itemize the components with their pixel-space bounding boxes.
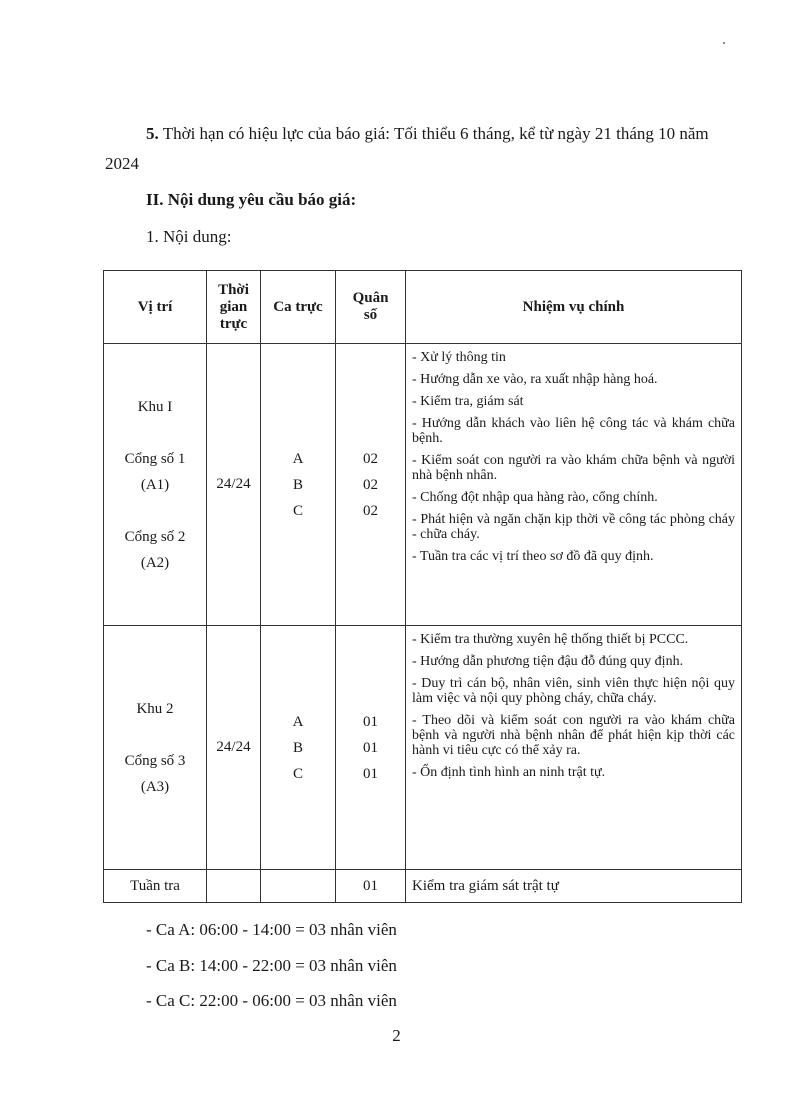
duties-cell [406, 344, 742, 626]
header-shift: Ca trực [261, 271, 336, 344]
duty-item: - Phát hiện và ngăn chặn kịp thời về công tác phòng cháy - chữa cháy. [412, 512, 735, 542]
position-spacer [104, 722, 206, 748]
validity-year: 2024 [105, 154, 139, 173]
header-time-line: gian [219, 298, 248, 315]
staff-cell: 01 [336, 870, 406, 903]
time-cell: 24/24 [207, 344, 261, 626]
duty-item: - Hướng dẫn xe vào, ra xuất nhập hàng hoá. [412, 372, 658, 387]
shift-cell [261, 626, 336, 870]
section-heading: II. Nội dung yêu cầu báo giá: [146, 190, 357, 209]
duty-item: - Kiểm soát con người ra vào khám chữa bệnh và người nhà bệnh nhân. [412, 453, 735, 483]
scan-speck [723, 42, 725, 44]
shift-note: - Ca C: 22:00 - 06:00 = 03 nhân viên [146, 991, 397, 1010]
position-line: (A2) [140, 554, 170, 571]
duties-cell [406, 626, 742, 870]
shift-label: B [292, 476, 303, 493]
duty-item: - Hướng dẫn khách vào liên hệ công tác và khám chữa bệnh. [412, 416, 735, 446]
shift-label: A [292, 713, 304, 730]
table-row [104, 626, 742, 870]
header-position: Vị trí [104, 271, 207, 344]
position-cell [104, 344, 207, 626]
staff-count: 01 [363, 765, 378, 782]
position-line: (A3) [140, 778, 170, 795]
shift-cell [261, 344, 336, 626]
duty-item: - Kiểm tra thường xuyên hệ thống thiết bị PCCC. [412, 632, 689, 647]
position-line: Cổng số 2 [124, 528, 186, 545]
header-time-line: trực [219, 315, 248, 332]
position-line: (A1) [140, 476, 170, 493]
duty-item: - Xử lý thông tin [412, 350, 506, 365]
header-time [207, 271, 261, 344]
header-time-line: Thời [218, 281, 249, 298]
shift-label: C [292, 765, 303, 782]
staff-cell [336, 344, 406, 626]
position-cell: Tuần tra [104, 870, 207, 903]
duty-item: - Chống đột nhập qua hàng rào, cổng chính. [412, 490, 658, 505]
staff-count: 02 [363, 502, 378, 519]
duty-item: - Tuần tra các vị trí theo sơ đồ đã quy định. [412, 549, 654, 564]
validity-text: Thời hạn có hiệu lực của báo giá: Tối thiểu 6 tháng, kể từ ngày 21 tháng 10 năm [158, 124, 709, 143]
duty-item: - Duy trì cán bộ, nhân viên, sinh viên thực hiện nội quy làm việc và nội quy phòng cháy, chữa cháy. [412, 676, 735, 706]
shift-label: A [292, 450, 304, 467]
header-duties: Nhiệm vụ chính [406, 271, 742, 344]
position-spacer [104, 498, 206, 524]
staff-count: 02 [363, 450, 378, 467]
staff-count: 01 [363, 713, 378, 730]
validity-paragraph [146, 124, 709, 144]
duty-table [103, 270, 742, 903]
staff-count: 02 [363, 476, 378, 493]
shift-note: - Ca A: 06:00 - 14:00 = 03 nhân viên [146, 920, 397, 939]
position-line: Cổng số 1 [124, 450, 186, 467]
duties-cell: Kiểm tra giám sát trật tự [406, 870, 742, 903]
staff-cell [336, 626, 406, 870]
staff-count: 01 [363, 739, 378, 756]
position-line: Khu I [137, 398, 173, 415]
page-number: 2 [392, 1026, 401, 1045]
duty-item: - Theo dõi và kiểm soát con người ra vào khám chữa bệnh và người nhà bệnh nhân để phát hiện kịp thời các hành vi tiêu cực có thể xảy ra. [412, 713, 735, 758]
shift-cell [261, 870, 336, 903]
shift-label: B [292, 739, 303, 756]
position-cell [104, 626, 207, 870]
time-cell: 24/24 [207, 626, 261, 870]
header-staff [336, 271, 406, 344]
shift-note: - Ca B: 14:00 - 22:00 = 03 nhân viên [146, 956, 397, 975]
position-line: Cổng số 3 [124, 752, 186, 769]
duty-item: - Kiểm tra, giám sát [412, 394, 524, 409]
duty-item: - Hướng dẫn phương tiện đậu đỗ đúng quy định. [412, 654, 684, 669]
table-row [104, 344, 742, 626]
table-header-row [104, 271, 742, 344]
validity-number: 5. [146, 124, 159, 143]
table-row [104, 870, 742, 903]
subsection-heading: 1. Nội dung: [146, 227, 232, 246]
header-staff-line: Quân [352, 290, 389, 306]
duty-item: - Ổn định tình hình an ninh trật tự. [412, 765, 606, 780]
time-cell [207, 870, 261, 903]
header-staff-line: số [363, 307, 378, 323]
position-spacer [104, 420, 206, 446]
position-line: Khu 2 [136, 700, 174, 717]
shift-label: C [292, 502, 303, 519]
